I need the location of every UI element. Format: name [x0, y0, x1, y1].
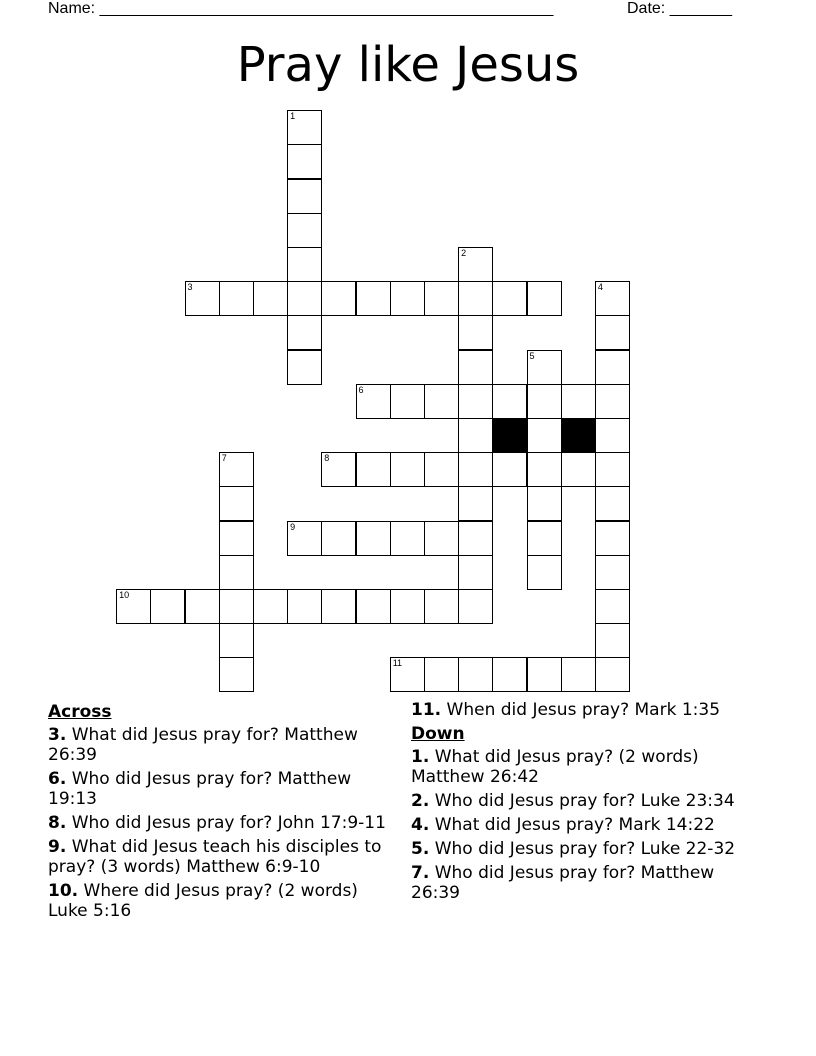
cell-number: 11 [392, 658, 403, 669]
grid-cell[interactable] [287, 521, 322, 556]
grid-cell[interactable] [321, 452, 356, 487]
grid-cell[interactable] [527, 281, 562, 316]
grid-cell[interactable] [458, 521, 493, 556]
across-clue-8 [48, 813, 393, 833]
clue-text: What did Jesus teach his disciples to pray? (3 words) Matthew 6:9-10 [48, 837, 382, 877]
clue-number: 9. [48, 837, 67, 857]
clue-text: Who did Jesus pray for? John 17:9-11 [71, 813, 386, 833]
grid-cell[interactable] [527, 555, 562, 590]
across-clue-9 [48, 837, 393, 877]
grid-cell[interactable] [287, 247, 322, 282]
grid-cell[interactable] [287, 110, 322, 145]
across-clue-3 [48, 725, 393, 765]
grid-cell[interactable] [595, 623, 630, 658]
grid-cell[interactable] [321, 589, 356, 624]
grid-cell[interactable] [458, 418, 493, 453]
clue-text: Who did Jesus pray for? Matthew 19:13 [48, 769, 352, 809]
grid-cell[interactable] [458, 384, 493, 419]
grid-cell[interactable] [458, 589, 493, 624]
grid-cell[interactable] [595, 384, 630, 419]
grid-cell[interactable] [458, 350, 493, 385]
grid-cell[interactable] [321, 281, 356, 316]
grid-cell[interactable] [458, 281, 493, 316]
grid-cell[interactable] [356, 384, 391, 419]
grid-cell[interactable] [185, 589, 220, 624]
cell-number: 8 [324, 453, 330, 464]
grid-cell[interactable] [595, 486, 630, 521]
grid-cell[interactable] [219, 623, 254, 658]
grid-cell[interactable] [356, 589, 391, 624]
grid-cell[interactable] [219, 589, 254, 624]
down-clue-2 [411, 791, 761, 811]
grid-cell[interactable] [595, 350, 630, 385]
grid-cell[interactable] [595, 418, 630, 453]
grid-cell[interactable] [219, 452, 254, 487]
cell-number: 1 [290, 111, 296, 122]
grid-cell[interactable] [527, 452, 562, 487]
date-field[interactable]: Date: _______ [627, 0, 732, 17]
grid-cell[interactable] [424, 452, 459, 487]
cell-number: 5 [529, 350, 535, 361]
grid-cell[interactable] [219, 281, 254, 316]
grid-cell[interactable] [561, 657, 596, 692]
grid-cell[interactable] [356, 281, 391, 316]
grid-cell[interactable] [492, 384, 527, 419]
black-cell [492, 418, 527, 453]
grid-cell[interactable] [424, 384, 459, 419]
grid-cell[interactable] [492, 452, 527, 487]
clue-text: Where did Jesus pray? (2 words) Luke 5:16 [48, 881, 358, 921]
grid-cell[interactable] [390, 384, 425, 419]
grid-cell[interactable] [595, 555, 630, 590]
clue-number: 5. [411, 839, 430, 859]
grid-cell[interactable] [390, 657, 425, 692]
grid-cell[interactable] [287, 315, 322, 350]
grid-cell[interactable] [219, 657, 254, 692]
grid-cell[interactable] [458, 486, 493, 521]
grid-cell[interactable] [424, 657, 459, 692]
clue-text: What did Jesus pray? Mark 14:22 [434, 815, 715, 835]
grid-cell[interactable] [492, 657, 527, 692]
down-clue-4 [411, 815, 761, 835]
grid-cell[interactable] [390, 452, 425, 487]
clue-number: 8. [48, 813, 67, 833]
cell-number: 10 [119, 589, 130, 600]
across-clue-6 [48, 769, 393, 809]
clue-number: 6. [48, 769, 67, 789]
grid-cell[interactable] [356, 521, 391, 556]
grid-cell[interactable] [527, 418, 562, 453]
grid-cell[interactable] [219, 486, 254, 521]
grid-cell[interactable] [424, 589, 459, 624]
grid-cell[interactable] [527, 384, 562, 419]
grid-cell[interactable] [390, 589, 425, 624]
cell-number: 3 [187, 282, 193, 293]
grid-cell[interactable] [287, 350, 322, 385]
cell-number: 2 [461, 247, 467, 258]
grid-cell[interactable] [390, 521, 425, 556]
clues-column-right [411, 700, 761, 907]
grid-cell[interactable] [219, 555, 254, 590]
grid-cell[interactable] [492, 281, 527, 316]
grid-cell[interactable] [287, 213, 322, 248]
name-field[interactable]: Name: ___________________________________________________ [48, 0, 554, 17]
clue-text: Who did Jesus pray for? Matthew 26:39 [411, 863, 715, 903]
grid-cell[interactable] [287, 589, 322, 624]
clue-text: Who did Jesus pray for? Luke 23:34 [434, 791, 735, 811]
grid-cell[interactable] [595, 657, 630, 692]
grid-cell[interactable] [527, 486, 562, 521]
grid-cell[interactable] [321, 521, 356, 556]
grid-cell[interactable] [253, 281, 288, 316]
cell-number: 4 [597, 282, 603, 293]
grid-cell[interactable] [595, 452, 630, 487]
black-cell [561, 418, 596, 453]
grid-cell[interactable] [116, 589, 151, 624]
clue-text: What did Jesus pray? (2 words) Matthew 26:42 [411, 747, 699, 787]
cell-number: 6 [358, 384, 364, 395]
grid-cell[interactable] [561, 384, 596, 419]
grid-cell[interactable] [595, 281, 630, 316]
grid-cell[interactable] [458, 555, 493, 590]
down-clue-7 [411, 863, 761, 903]
page-title: Pray like Jesus [236, 37, 580, 93]
grid-cell[interactable] [595, 589, 630, 624]
across-clue-10 [48, 881, 393, 921]
clue-number: 7. [411, 863, 430, 883]
grid-cell[interactable] [356, 452, 391, 487]
grid-cell[interactable] [458, 247, 493, 282]
grid-cell[interactable] [595, 315, 630, 350]
grid-cell[interactable] [390, 281, 425, 316]
clue-text: When did Jesus pray? Mark 1:35 [446, 700, 721, 720]
grid-cell[interactable] [424, 521, 459, 556]
cell-number: 9 [290, 521, 296, 532]
across-clue-11 [411, 700, 761, 720]
across-heading: Across [48, 702, 112, 722]
grid-cell[interactable] [287, 179, 322, 214]
clue-number: 2. [411, 791, 430, 811]
grid-cell[interactable] [287, 281, 322, 316]
down-clue-5 [411, 839, 761, 859]
grid-cell[interactable] [458, 315, 493, 350]
grid-cell[interactable] [150, 589, 185, 624]
grid-cell[interactable] [527, 521, 562, 556]
grid-cell[interactable] [595, 521, 630, 556]
clue-number: 4. [411, 815, 430, 835]
grid-cell[interactable] [527, 657, 562, 692]
grid-cell[interactable] [287, 144, 322, 179]
clues-column-left [48, 700, 393, 925]
clue-number: 1. [411, 747, 430, 767]
down-clue-1 [411, 747, 761, 787]
grid-cell[interactable] [253, 589, 288, 624]
grid-cell[interactable] [219, 521, 254, 556]
grid-cell[interactable] [561, 452, 596, 487]
cell-number: 7 [221, 453, 227, 464]
grid-cell[interactable] [458, 452, 493, 487]
clue-text: What did Jesus pray for? Matthew 26:39 [48, 725, 358, 765]
clue-number: 11. [411, 700, 442, 720]
down-heading: Down [411, 724, 465, 744]
grid-cell[interactable] [458, 657, 493, 692]
clue-number: 10. [48, 881, 79, 901]
grid-cell[interactable] [185, 281, 220, 316]
grid-cell[interactable] [424, 281, 459, 316]
clue-number: 3. [48, 725, 67, 745]
grid-cell[interactable] [527, 350, 562, 385]
clue-text: Who did Jesus pray for? Luke 22-32 [434, 839, 736, 859]
